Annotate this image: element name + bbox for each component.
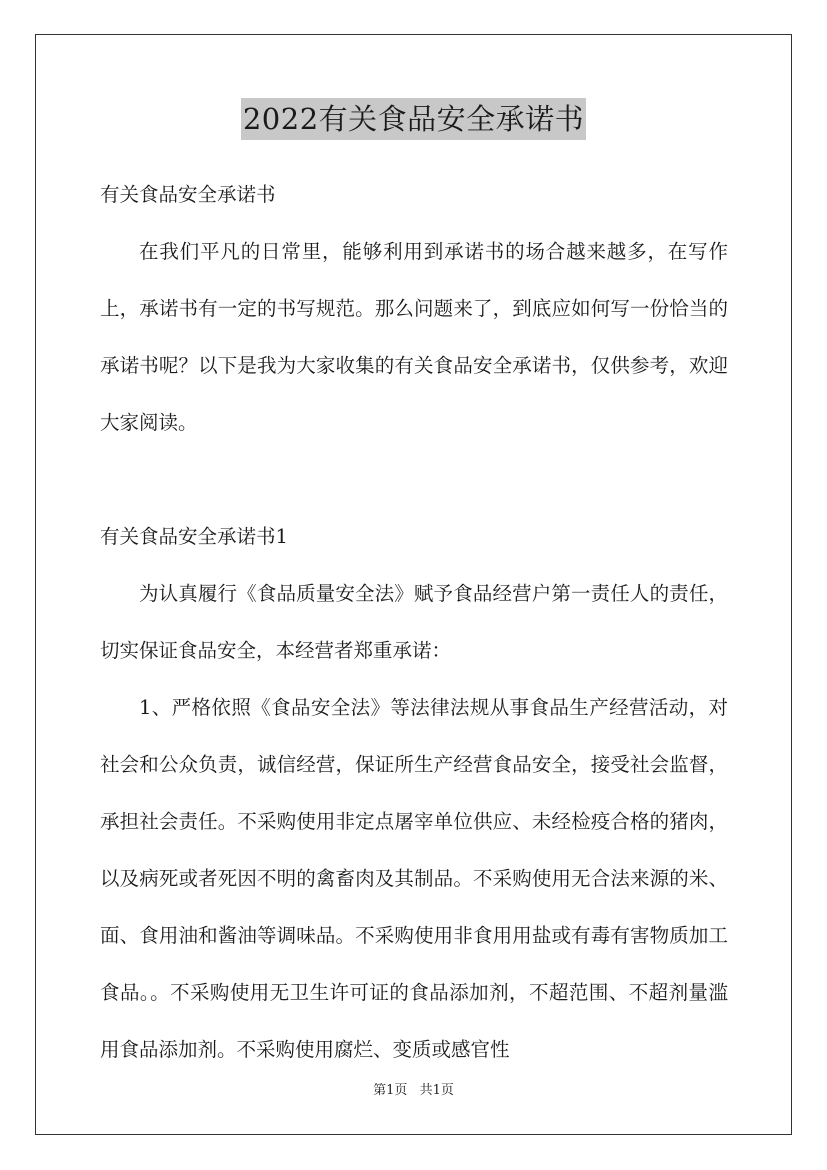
paragraph-gap (100, 451, 728, 508)
body-paragraph-item-1: 1、严格依照《食品安全法》等法律法规从事食品生产经营活动，对社会和公众负责，诚信经营，保证所生产经营食品安全，接受社会监督，承担社会责任。不采购使用非定点屠宰单位供应、未经检疫合格的猪肉，以及病死或者死因不明的禽畜肉及其制品。不采购使用无合法来源的米、面、食用油和酱油等调味品。不采购使用非食用用盐或有毒有害物质加工食品。。不采购使用无卫生许可证的食品添加剂，不超范围、不超剂量滥用食品添加剂。不采购使用腐烂、变质或感官性 (100, 696, 728, 1061)
title-container (0, 98, 827, 140)
intro-paragraph: 在我们平凡的日常里，能够利用到承诺书的场合越来越多，在写作上，承诺书有一定的书写规范。那么问题来了，到底应如何写一份恰当的承诺书呢？以下是我为大家收集的有关食品安全承诺书，仅供参考，欢迎大家阅读。 (100, 240, 728, 434)
document-title: 2022有关食品安全承诺书 (241, 98, 586, 140)
page-footer (0, 1083, 827, 1099)
page-number: 第1页 (373, 1083, 408, 1098)
body-paragraph: 为认真履行《食品质量安全法》赋予食品经营户第一责任人的责任，切实保证食品安全，本经营者郑重承诺： (100, 582, 728, 662)
page-total: 共1页 (419, 1083, 454, 1098)
section-heading-1: 有关食品安全承诺书1 (100, 525, 288, 548)
document-body (100, 166, 728, 1078)
section-heading: 有关食品安全承诺书 (100, 183, 276, 206)
